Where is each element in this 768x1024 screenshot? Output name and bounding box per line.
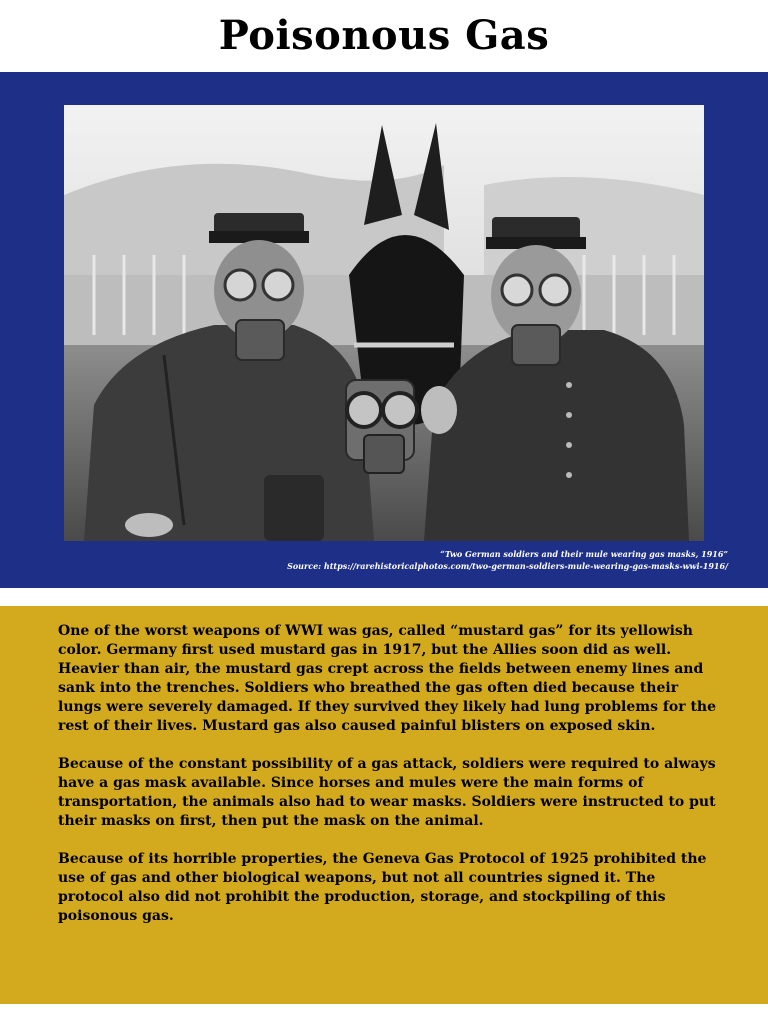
paragraph-gas-masks: Because of the constant possibility of a gas attack, soldiers were required to always have a gas mask available. Since horses and mules were the main forms of transportation, the animals also had to wear masks. Soldiers were instructed to put their masks on first, then put the mask on the animal. bbox=[58, 756, 716, 829]
caption-source: Source: https://rarehistoricalphotos.com/two-german-soldiers-mule-wearing-gas-masks-wwi-1916/ bbox=[287, 561, 728, 571]
photo-panel bbox=[0, 72, 768, 588]
photo-caption bbox=[287, 548, 728, 572]
article-body bbox=[58, 622, 718, 945]
text-panel bbox=[0, 606, 768, 1004]
historical-photograph bbox=[64, 105, 704, 541]
photograph-soldiers-mule-gas-masks bbox=[64, 105, 704, 541]
caption-title: “Two German soldiers and their mule wearing gas masks, 1916” bbox=[440, 549, 728, 559]
page-title: Poisonous Gas bbox=[218, 12, 550, 59]
paragraph-mustard-gas: One of the worst weapons of WWI was gas, called “mustard gas” for its yellowish color. Germany first used mustard gas in 1917, but the Allies soon did as well. Heavier than air, the mustard gas crept across the fields between enemy lines and sank into the trenches. Soldiers who breathed the gas often died because their lungs were severely damaged. If they survived they likely had lung problems for the rest of their lives. Mustard gas also caused painful blisters on exposed skin. bbox=[58, 623, 716, 734]
paragraph-geneva-protocol: Because of its horrible properties, the Geneva Gas Protocol of 1925 prohibited the use of gas and other biological weapons, but not all countries signed it. The protocol also did not prohibit the production, storage, and stockpiling of this poisonous gas. bbox=[58, 851, 707, 924]
